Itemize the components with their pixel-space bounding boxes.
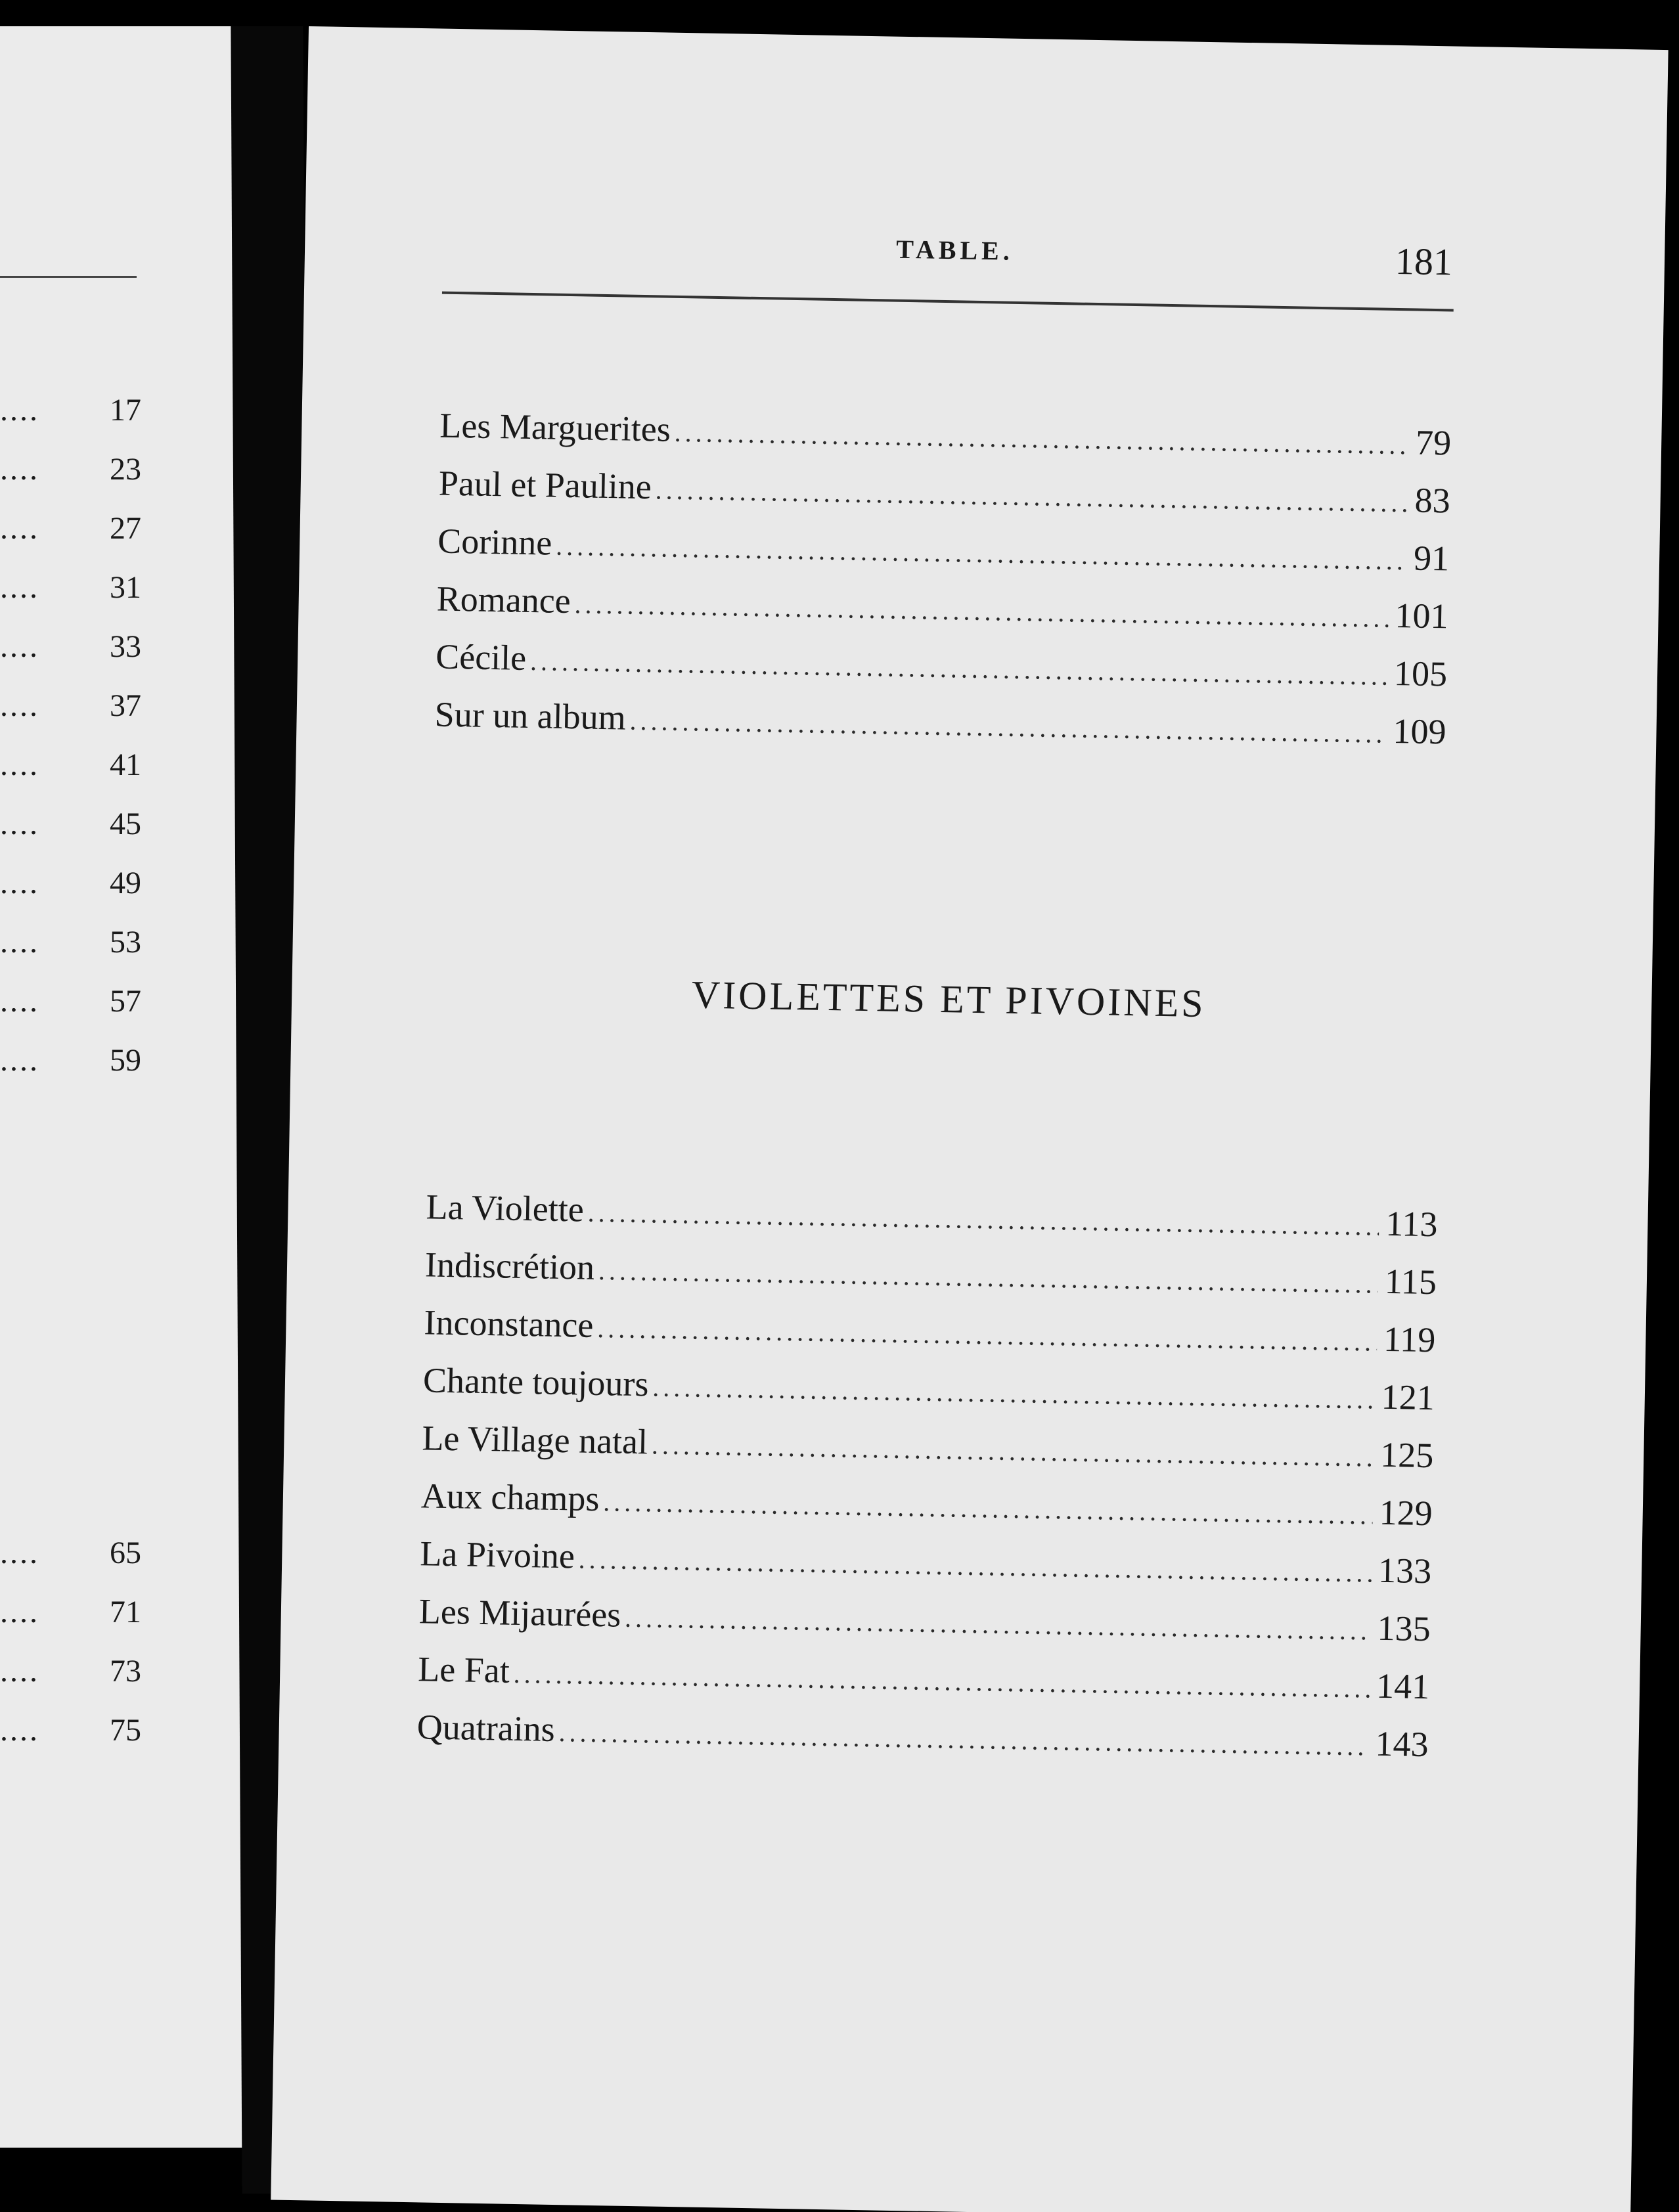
toc-entry-title: Sur un album bbox=[434, 694, 627, 738]
left-page-entry-page: 45 bbox=[110, 807, 141, 841]
left-page-entry bbox=[0, 1711, 141, 1750]
left-page-dot-leader: .... bbox=[0, 511, 39, 546]
left-page-entry bbox=[0, 1534, 141, 1573]
right-page bbox=[271, 26, 1668, 2212]
toc-dot-leader bbox=[558, 1704, 1369, 1776]
head-rule bbox=[442, 292, 1454, 312]
running-head: TABLE. bbox=[895, 234, 1014, 266]
left-page-entry bbox=[0, 1041, 141, 1080]
toc-entry-title: Les Marguerites bbox=[439, 405, 671, 449]
toc-entry-page: 135 bbox=[1377, 1608, 1431, 1649]
left-page-entry bbox=[0, 509, 141, 548]
toc-list-first bbox=[434, 397, 1452, 761]
toc-entry-page: 119 bbox=[1383, 1319, 1436, 1360]
toc-entry-page: 141 bbox=[1376, 1666, 1430, 1707]
left-page-entry-page: 75 bbox=[110, 1713, 141, 1748]
toc-entry-title: Corinne bbox=[437, 521, 552, 563]
left-page-dot-leader: .... bbox=[0, 747, 39, 782]
toc-entry-title: Inconstance bbox=[424, 1302, 594, 1345]
left-page-entry bbox=[0, 450, 141, 489]
toc-entry-page: 115 bbox=[1384, 1261, 1437, 1302]
left-page-dot-leader: .... bbox=[0, 925, 39, 960]
toc-entry-title: La Violette bbox=[426, 1187, 585, 1229]
toc-list-second bbox=[416, 1178, 1438, 1773]
left-page-entry-page: 59 bbox=[110, 1043, 141, 1078]
toc-entry-page: 101 bbox=[1395, 596, 1449, 636]
left-page-entry-page: 49 bbox=[110, 866, 141, 900]
left-page-entry bbox=[0, 1652, 141, 1691]
left-page-entry bbox=[0, 1593, 141, 1632]
toc-entry-page: 143 bbox=[1375, 1723, 1429, 1765]
left-page-entry-page: 57 bbox=[110, 984, 141, 1019]
toc-entry-title: Les Mijaurées bbox=[418, 1591, 621, 1635]
toc-dot-leader bbox=[629, 692, 1387, 763]
toc-entry-page: 129 bbox=[1379, 1492, 1433, 1534]
left-page-entry bbox=[0, 923, 141, 962]
left-page-entry-page: 27 bbox=[110, 511, 141, 546]
left-page-dot-leader: .... bbox=[0, 688, 39, 723]
left-page-dot-leader: .... bbox=[0, 1713, 39, 1748]
toc-entry-page: 105 bbox=[1393, 653, 1448, 694]
left-page-entry-page: 73 bbox=[110, 1654, 141, 1689]
left-page-dot-leader: .... bbox=[0, 629, 39, 664]
left-page-entry bbox=[0, 686, 141, 726]
toc-entry-title: Paul et Pauline bbox=[438, 463, 652, 507]
left-page-entry-page: 17 bbox=[110, 393, 141, 428]
toc-entry-page: 91 bbox=[1413, 538, 1450, 579]
toc-entry-page: 109 bbox=[1393, 711, 1447, 752]
toc-entry-page: 83 bbox=[1414, 480, 1451, 521]
toc-entry-title: Indiscrétion bbox=[424, 1245, 595, 1287]
toc-entry-page: 79 bbox=[1415, 422, 1452, 463]
left-page-entry bbox=[0, 982, 141, 1021]
page-number: 181 bbox=[1395, 239, 1453, 284]
toc-entry-page: 133 bbox=[1377, 1550, 1432, 1591]
toc-entry-page: 113 bbox=[1385, 1203, 1438, 1245]
left-page-dot-leader: .... bbox=[0, 807, 39, 841]
left-page-dot-leader: .... bbox=[0, 1536, 39, 1570]
left-page-head-rule bbox=[0, 276, 137, 278]
toc-entry-page: 121 bbox=[1381, 1377, 1435, 1418]
left-page-dot-leader: .... bbox=[0, 1654, 39, 1689]
left-page-entry bbox=[0, 805, 141, 844]
left-page-entry bbox=[0, 568, 141, 608]
left-page-dot-leader: .... bbox=[0, 393, 39, 428]
left-page-entry bbox=[0, 627, 141, 667]
left-page-dot-leader: .... bbox=[0, 1043, 39, 1078]
toc-entry-title: Quatrains bbox=[416, 1707, 556, 1749]
toc-entry-page: 125 bbox=[1379, 1434, 1434, 1476]
left-page-entry-page: 33 bbox=[110, 629, 141, 664]
toc-entry-title: Le Village natal bbox=[421, 1418, 648, 1462]
left-page-entry-page: 37 bbox=[110, 688, 141, 723]
left-page-entry-page: 53 bbox=[110, 925, 141, 960]
left-page-dot-leader: .... bbox=[0, 452, 39, 487]
left-page-dot-leader: .... bbox=[0, 984, 39, 1019]
left-page-entry-page: 31 bbox=[110, 570, 141, 605]
toc-entry-title: Aux champs bbox=[420, 1476, 600, 1519]
left-page-dot-leader: .... bbox=[0, 866, 39, 900]
left-page-dot-leader: .... bbox=[0, 570, 39, 605]
left-page-entry-page: 41 bbox=[110, 747, 141, 782]
toc-entry-title: Cécile bbox=[435, 636, 527, 678]
section-title: VIOLETTES ET PIVOINES bbox=[691, 973, 1207, 1026]
left-page-entry-page: 65 bbox=[110, 1536, 141, 1570]
left-page-entry-page: 23 bbox=[110, 452, 141, 487]
left-page-dot-leader: .... bbox=[0, 1595, 39, 1629]
left-page-entry bbox=[0, 745, 141, 785]
left-page-entry bbox=[0, 864, 141, 903]
toc-entry-title: Le Fat bbox=[417, 1649, 510, 1691]
toc-entry-title: Chante toujours bbox=[422, 1360, 649, 1404]
left-page-entry bbox=[0, 391, 141, 430]
toc-entry-title: Romance bbox=[436, 579, 571, 621]
left-page-entry-page: 71 bbox=[110, 1595, 141, 1629]
toc-entry-title: La Pivoine bbox=[419, 1534, 575, 1576]
